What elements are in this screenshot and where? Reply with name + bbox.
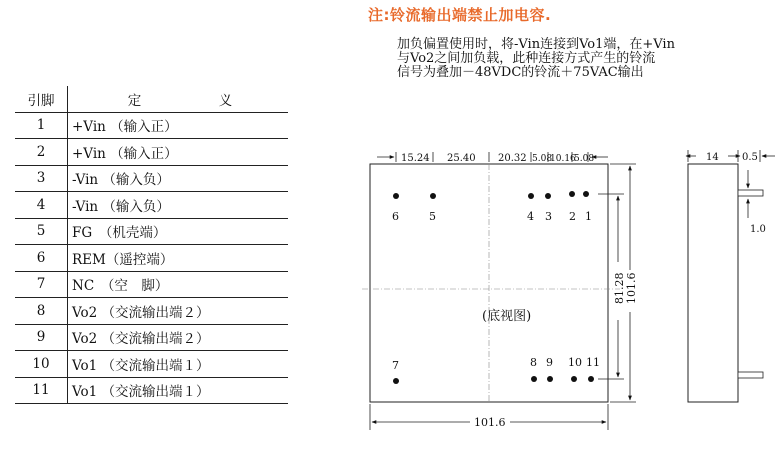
dim-20-32: 20.32 — [498, 153, 527, 164]
pin-label: 3 — [545, 210, 552, 223]
pin-label: 10 — [568, 356, 582, 369]
side-pin-bottom — [738, 372, 763, 378]
header-pin: 引脚 — [15, 86, 68, 112]
pin-number: 11 — [15, 377, 68, 404]
dim-10-16: 10.16 — [550, 154, 576, 164]
dim-width: 101.6 — [474, 416, 506, 429]
pin-definition: REM（遥控端） — [68, 245, 289, 272]
pin-label: 6 — [392, 210, 399, 223]
pin-number: 2 — [15, 139, 68, 166]
pin-number: 5 — [15, 218, 68, 245]
pin-1-dot — [583, 191, 589, 197]
pin-label: 11 — [586, 356, 600, 369]
dim-side-depth: 14 — [706, 152, 719, 163]
pin-label: 7 — [392, 359, 399, 372]
pin-6-dot — [393, 193, 399, 199]
dim-pin-diameter: 1.0 — [750, 224, 766, 235]
pin-label: 2 — [569, 210, 576, 223]
header-definition: 定 义 — [68, 86, 289, 112]
warning-note: 注:铃流输出端禁止加电容. — [368, 6, 552, 24]
usage-note-line: 与Vo2之间加负载，此种连接方式产生的铃流 — [397, 51, 656, 66]
dim-side-pin: 0.5 — [742, 152, 758, 163]
dim-15-24: 15.24 — [401, 153, 430, 164]
dim-5-08: 5.08 — [574, 154, 595, 164]
pin-2-dot — [569, 191, 575, 197]
pin-9-dot — [547, 376, 553, 382]
pin-number: 3 — [15, 165, 68, 192]
pin-3-dot — [545, 193, 551, 199]
pin-label: 9 — [546, 356, 553, 369]
pin-10-dot — [571, 376, 577, 382]
pin-definition: -Vin （输入负） — [68, 165, 289, 192]
side-dimension — [686, 150, 775, 218]
pin-number: 6 — [15, 245, 68, 272]
pin-definition: Vo2 （交流输出端２） — [68, 324, 289, 351]
pin-definition: +Vin （输入正） — [68, 139, 289, 166]
dim-5-08: 5.08 — [532, 154, 553, 164]
dim-height: 101.6 — [625, 272, 638, 304]
pin-number: 9 — [15, 324, 68, 351]
pin-number: 7 — [15, 271, 68, 298]
usage-note-line: 加负偏置使用时，将-Vin连接到Vo1端，在+Vin — [397, 37, 675, 52]
pin-definition: +Vin （输入正） — [68, 112, 289, 139]
pin-number: 4 — [15, 192, 68, 219]
pin-label: 4 — [527, 210, 534, 223]
bottom-view-label: (底视图) — [482, 309, 532, 324]
module-side-outline — [688, 164, 738, 402]
pin-4-dot — [528, 193, 534, 199]
usage-note-line: 信号为叠加－48VDC的铃流＋75VAC输出 — [397, 65, 644, 80]
pin-definition: Vo2 （交流输出端２） — [68, 298, 289, 325]
dim-pin-height: 81.28 — [613, 272, 626, 304]
pin-11-dot — [588, 376, 594, 382]
dim-25-40: 25.40 — [447, 153, 476, 164]
pin-definition: -Vin （输入负） — [68, 192, 289, 219]
pin-number: 1 — [15, 112, 68, 139]
pin-8-dot — [531, 376, 537, 382]
pin-definition: NC （空 脚） — [68, 271, 289, 298]
pin-number: 10 — [15, 351, 68, 378]
pin-definition: Vo1 （交流输出端１） — [68, 377, 289, 404]
pin-label: 8 — [530, 356, 537, 369]
pin-definition: Vo1 （交流输出端１） — [68, 351, 289, 378]
pin-label: 1 — [585, 210, 592, 223]
pin-5-dot — [430, 193, 436, 199]
pin-7-dot — [393, 378, 399, 384]
pin-definition: FG （机壳端） — [68, 218, 289, 245]
pin-label: 5 — [429, 210, 436, 223]
pin-number: 8 — [15, 298, 68, 325]
side-pin-top — [738, 190, 763, 196]
